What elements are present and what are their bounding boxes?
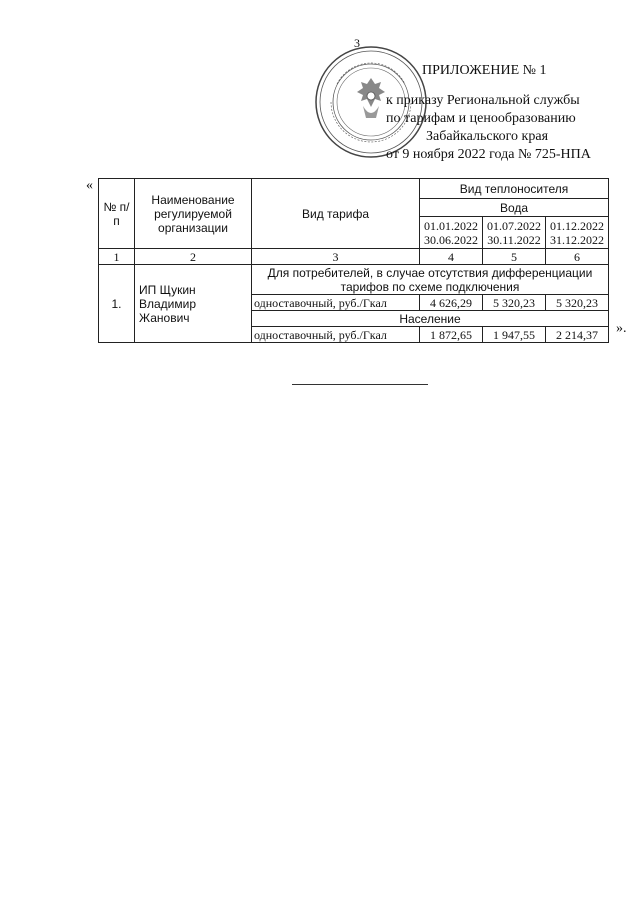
tariff-table — [98, 178, 609, 343]
row-number: 1. — [99, 265, 135, 343]
header-num: № п/п — [99, 179, 135, 249]
col-number: 6 — [546, 249, 609, 265]
tariff-value: 5 320,23 — [546, 295, 609, 311]
header-tariff-type: Вид тарифа — [252, 179, 420, 249]
col-number: 5 — [483, 249, 546, 265]
col-number: 2 — [135, 249, 252, 265]
end-separator-line — [292, 384, 428, 385]
open-quote: « — [86, 178, 93, 193]
consumer-group-population: Население — [252, 311, 609, 327]
appendix-title: ПРИЛОЖЕНИЕ № 1 — [422, 63, 547, 78]
header-line-3: Забайкальского края — [426, 129, 549, 144]
tariff-value: 1 947,55 — [483, 327, 546, 343]
close-quote: ». — [616, 321, 627, 336]
consumer-group-general: Для потребителей, в случае отсутствия дифференциации тарифов по схеме подключения — [252, 265, 609, 295]
header-line-4: от 9 ноября 2022 года № 725-НПА — [386, 147, 591, 162]
col-number: 4 — [420, 249, 483, 265]
header-water: Вода — [420, 199, 609, 217]
page-number: 3 — [354, 36, 360, 50]
tariff-value: 1 872,65 — [420, 327, 483, 343]
header-heat-carrier: Вид теплоносителя — [420, 179, 609, 199]
period-1: 01.01.2022 30.06.2022 — [420, 217, 483, 249]
tariff-value: 5 320,23 — [483, 295, 546, 311]
period-3: 01.12.2022 31.12.2022 — [546, 217, 609, 249]
tariff-value: 4 626,29 — [420, 295, 483, 311]
header-line-1: к приказу Региональной службы — [386, 93, 580, 108]
tariff-value: 2 214,37 — [546, 327, 609, 343]
tariff-type-cell: одноставочный, руб./Гкал — [252, 327, 420, 343]
col-number: 1 — [99, 249, 135, 265]
period-2: 01.07.2022 30.11.2022 — [483, 217, 546, 249]
header-org: Наименование регулируемой организации — [135, 179, 252, 249]
header-line-2: по тарифам и ценообразованию — [386, 111, 576, 126]
col-number: 3 — [252, 249, 420, 265]
tariff-type-cell: одноставочный, руб./Гкал — [252, 295, 420, 311]
organization-name: ИП Щукин Владимир Жанович — [135, 265, 252, 343]
